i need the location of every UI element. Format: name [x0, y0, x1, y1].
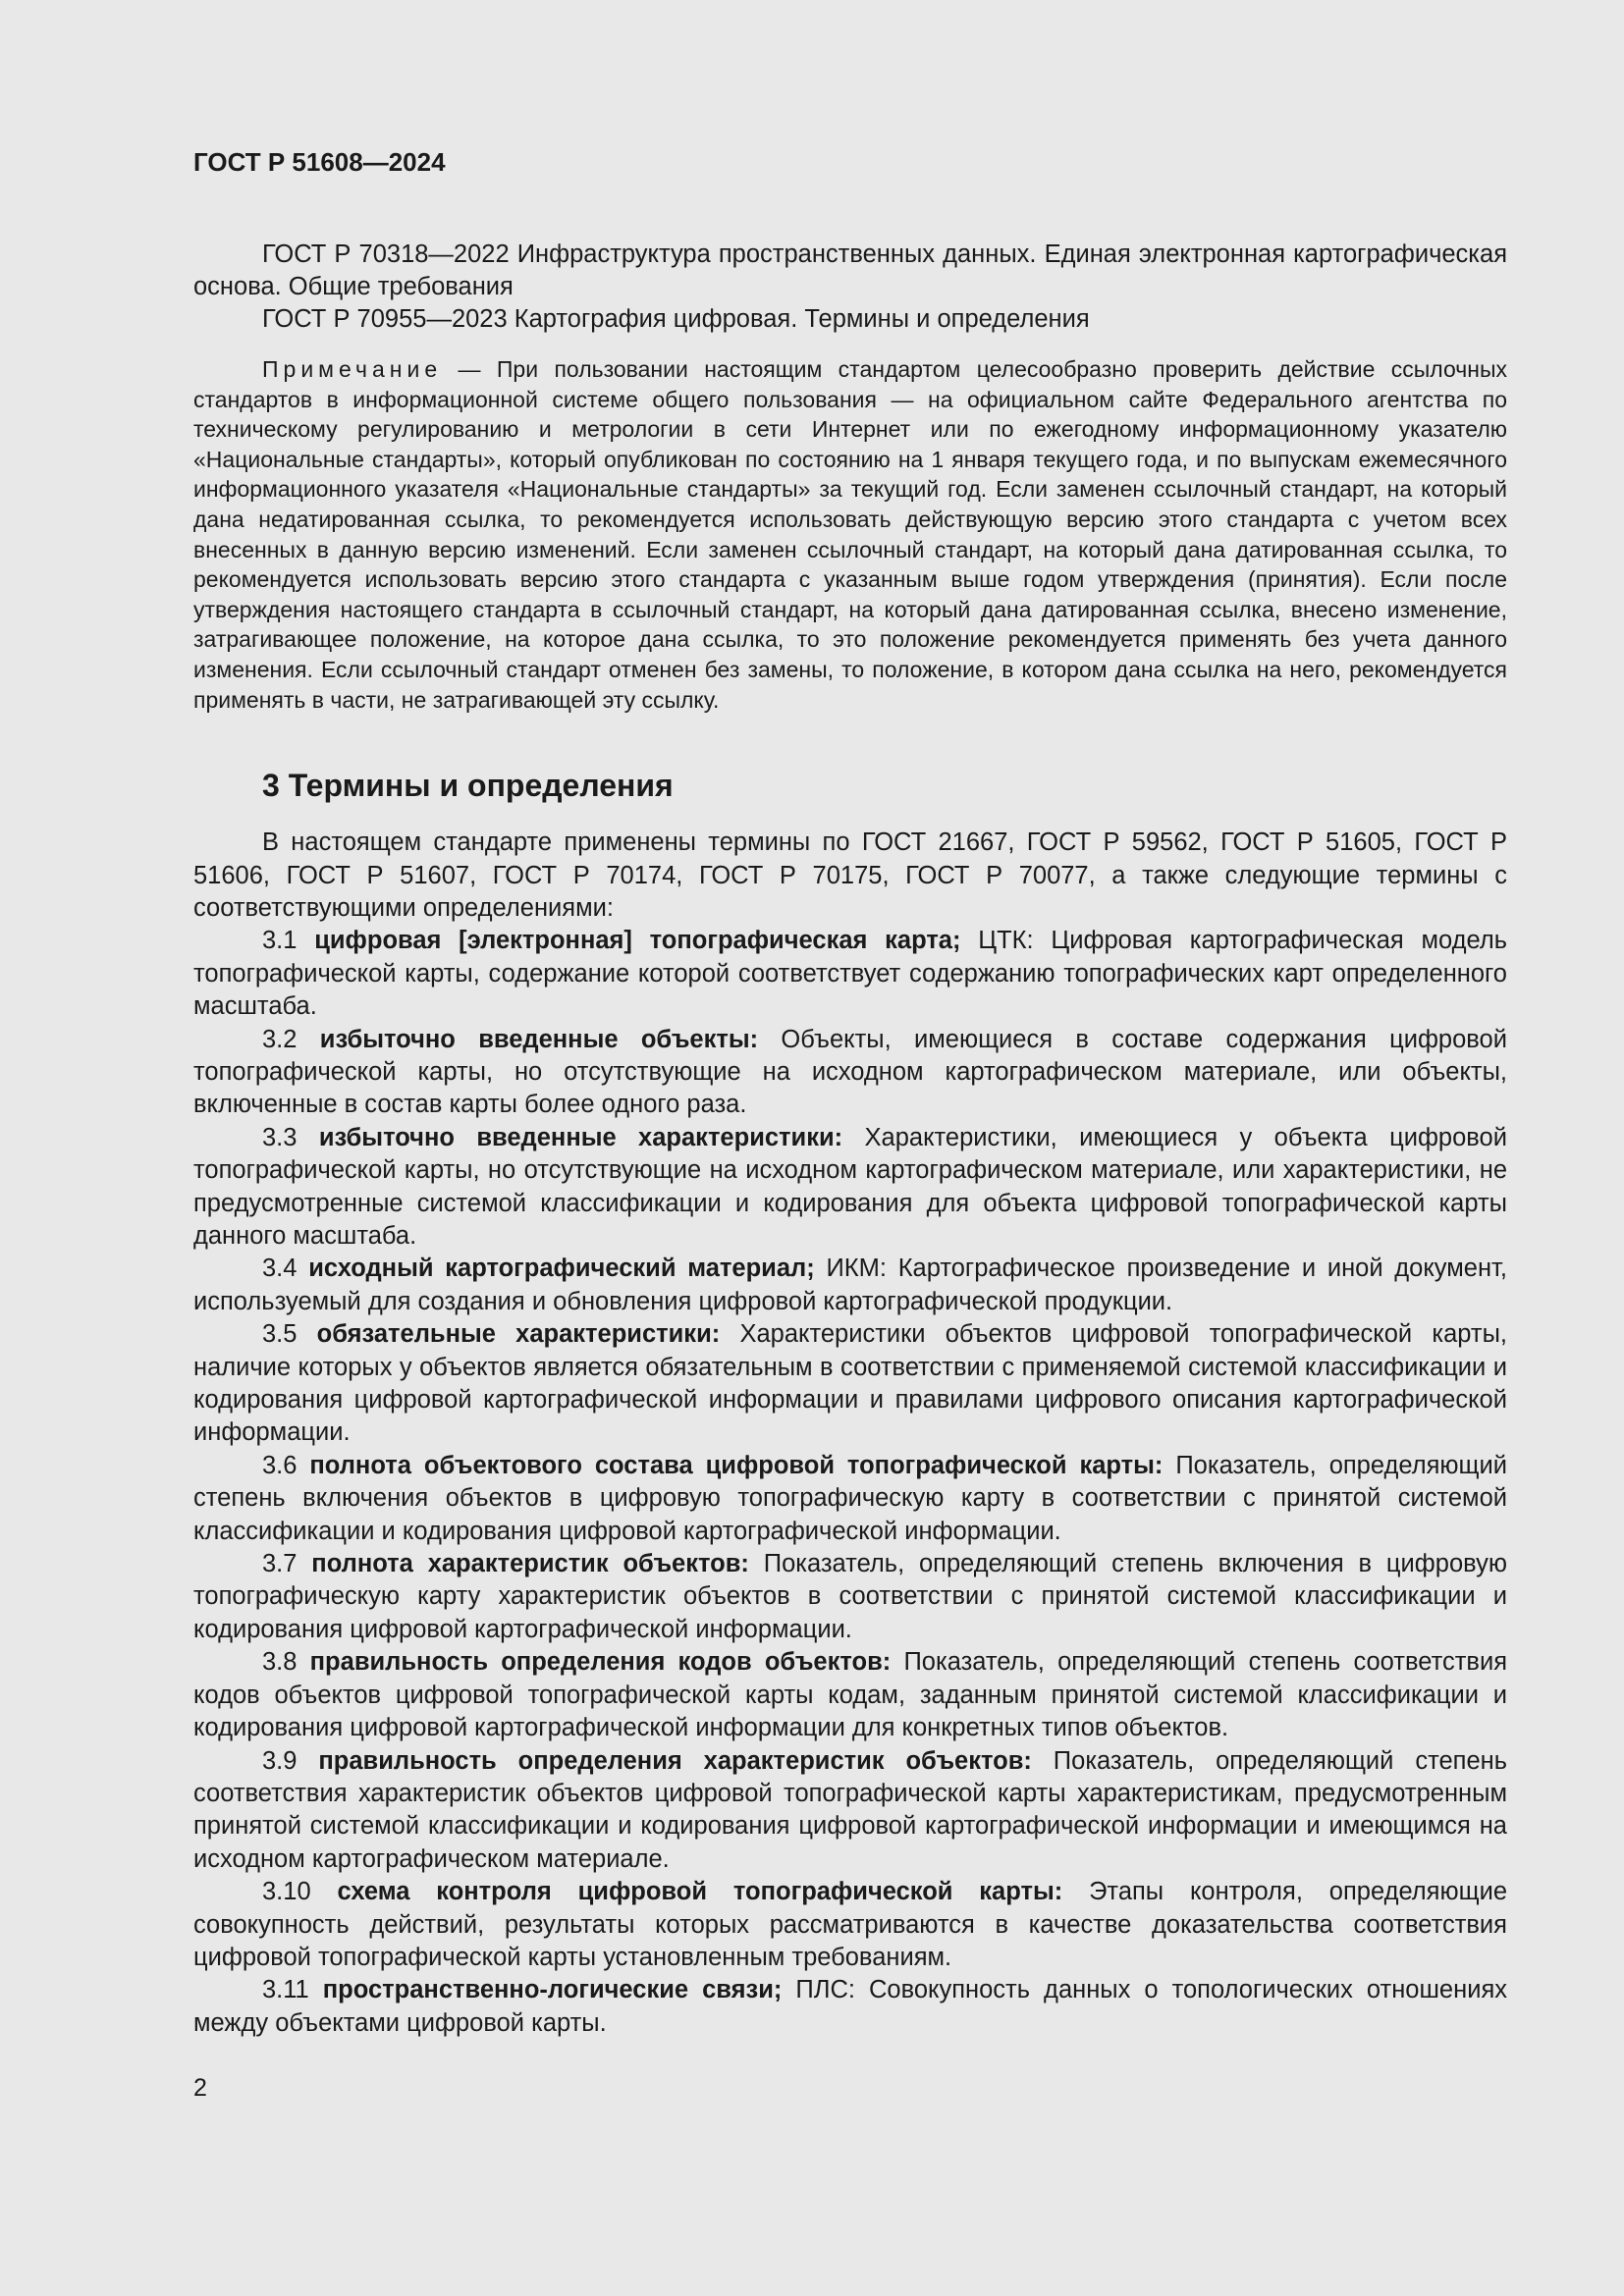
term-name: правильность определения характеристик объектов:: [318, 1746, 1032, 1775]
term-name: правильность определения кодов объектов:: [309, 1648, 892, 1677]
term-entry: [193, 1450, 1507, 1548]
term-name: цифровая [электронная] топографическая карта;: [314, 927, 961, 955]
term-definition: Характеристики объектов цифровой топографической карты, наличие которых у объектов является обязательным в соответствии с применяемой системой классификации и кодирования цифровой картографической информации и правилами цифрового описания картографической информации.: [193, 1320, 1507, 1447]
term-name: схема контроля цифровой топографической карты:: [337, 1878, 1063, 1906]
term-entry: [193, 1122, 1507, 1254]
term-definition: Показатель, определяющий степень включения объектов в цифровую топографическую карту в соответствии с принятой системой классификации и кодирования цифровой картографической информации.: [193, 1451, 1507, 1545]
term-number: 3.1: [262, 927, 315, 955]
term-definition: ПЛС: Совокупность данных о топологических отношениях между объектами цифровой карты.: [193, 1976, 1507, 2037]
term-entry: [193, 1974, 1507, 2040]
term-definition: Показатель, определяющий степень соответствия кодов объектов цифровой топографической карты кодам, заданным принятой системой классификации и кодирования цифровой картографической информации для конкретных типов объектов.: [193, 1648, 1508, 1742]
term-definition: Показатель, определяющий степень соответствия характеристик объектов цифровой топографической карты характеристикам, предусмотренным принятой системой классификации и кодирования цифровой картографической информации и имеющимся на исходном картографическом материале.: [193, 1746, 1508, 1873]
term-definition: ИКМ: Картографическое произведение и иной документ, используемый для создания и обновления цифровой картографической продукции.: [193, 1255, 1507, 1315]
term-entry: [193, 1548, 1507, 1646]
note-text: — При пользовании настоящим стандартом целесообразно проверить действие ссылочных стандартов в информационной системе общего пользования — на официальном сайте Федерального агентства по техническому регулированию и метрологии в сети Интернет или по ежегодному информационному указателю «Национальные стандарты», который опубликован по состоянию на 1 января текущего года, и по выпускам ежемесячного информационного указателя «Национальные стандарты» за текущий год. Если заменен ссылочный стандарт, на который дана недатированная ссылка, то рекомендуется использовать действующую версию этого стандарта с учетом всех внесенных в данную версию изменений. Если заменен ссылочный стандарт, на который дана датированная ссылка, то рекомендуется использовать версию этого стандарта с указанным выше годом утверждения (принятия). Если после утверждения настоящего стандарта в ссылочный стандарт, на который дана датированная ссылка, внесено изменение, затрагивающее положение, на которое дана ссылка, то это положение рекомендуется применять без учета данного изменения. Если ссылочный стандарт отменен без замены, то положение, в котором дана ссылка на него, рекомендуется применять в части, не затрагивающей эту ссылку.: [193, 356, 1507, 713]
term-entry: [193, 1253, 1507, 1318]
term-entry: [193, 1876, 1507, 1974]
term-definition: ЦТК: Цифровая картографическая модель топографической карты, содержание которой соответствует содержанию топографических карт определенного масштаба.: [193, 927, 1507, 1021]
term-number: 3.4: [262, 1255, 309, 1283]
term-number: 3.3: [262, 1123, 319, 1151]
term-entry: [193, 1646, 1507, 1744]
page-number: 2: [193, 2074, 207, 2102]
note-label: Примечание: [262, 356, 443, 382]
document-page: [193, 147, 1507, 2040]
term-number: 3.9: [262, 1746, 319, 1775]
document-header: ГОСТ Р 51608—2024: [193, 147, 446, 177]
term-number: 3.11: [262, 1976, 323, 2004]
reference-item: ГОСТ Р 70955—2023 Картография цифровая. Термины и определения: [262, 305, 1090, 333]
term-definition: Показатель, определяющий степень включения в цифровую топографическую карту характеристик объектов в соответствии с принятой системой классификации и кодирования цифровой картографической информации.: [193, 1550, 1507, 1643]
term-number: 3.5: [262, 1320, 317, 1349]
note-paragraph: [193, 354, 1507, 715]
term-entry: [193, 1745, 1507, 1877]
term-number: 3.7: [262, 1550, 312, 1578]
section-title: 3 Термины и определения: [262, 768, 674, 804]
term-name: избыточно введенные характеристики:: [318, 1123, 843, 1151]
term-name: исходный картографический материал;: [308, 1255, 815, 1283]
term-name: обязательные характеристики:: [316, 1320, 721, 1349]
reference-item: ГОСТ Р 70318—2022 Инфраструктура пространственных данных. Единая электронная картографическая основа. Общие требования: [193, 240, 1507, 300]
term-definition: Характеристики, имеющиеся у объекта цифровой топографической карты, но отсутствующие на исходном картографическом материале, или характеристики, не предусмотренные системой классификации и кодирования для объекта цифровой топографической карты данного масштаба.: [193, 1123, 1507, 1250]
term-number: 3.8: [262, 1648, 310, 1677]
term-definition: Объекты, имеющиеся в составе содержания цифровой топографической карты, но отсутствующие на исходном картографическом материале, или объекты, включенные в состав карты более одного раза.: [193, 1025, 1507, 1119]
section-intro: В настоящем стандарте применены термины по ГОСТ 21667, ГОСТ Р 59562, ГОСТ Р 51605, ГОСТ Р 51606, ГОСТ Р 51607, ГОСТ Р 70174, ГОСТ Р 70175, ГОСТ Р 70077, а также следующие термины с соответствующими определениями:: [193, 828, 1507, 922]
term-number: 3.2: [262, 1025, 320, 1053]
term-name: полнота характеристик объектов:: [311, 1550, 749, 1578]
term-entry: [193, 1318, 1507, 1450]
term-entry: [193, 1024, 1507, 1122]
term-number: 3.6: [262, 1451, 310, 1479]
term-name: пространственно-логические связи;: [322, 1976, 783, 2004]
term-entry: [193, 925, 1507, 1023]
term-name: полнота объектового состава цифровой топографической карты:: [309, 1451, 1164, 1479]
term-definition: Этапы контроля, определяющие совокупность действий, результаты которых рассматриваются в качестве доказательства соответствия цифровой топографической карты установленным требованиям.: [193, 1878, 1508, 1971]
term-number: 3.10: [262, 1878, 338, 1906]
term-name: избыточно введенные объекты:: [319, 1025, 759, 1053]
